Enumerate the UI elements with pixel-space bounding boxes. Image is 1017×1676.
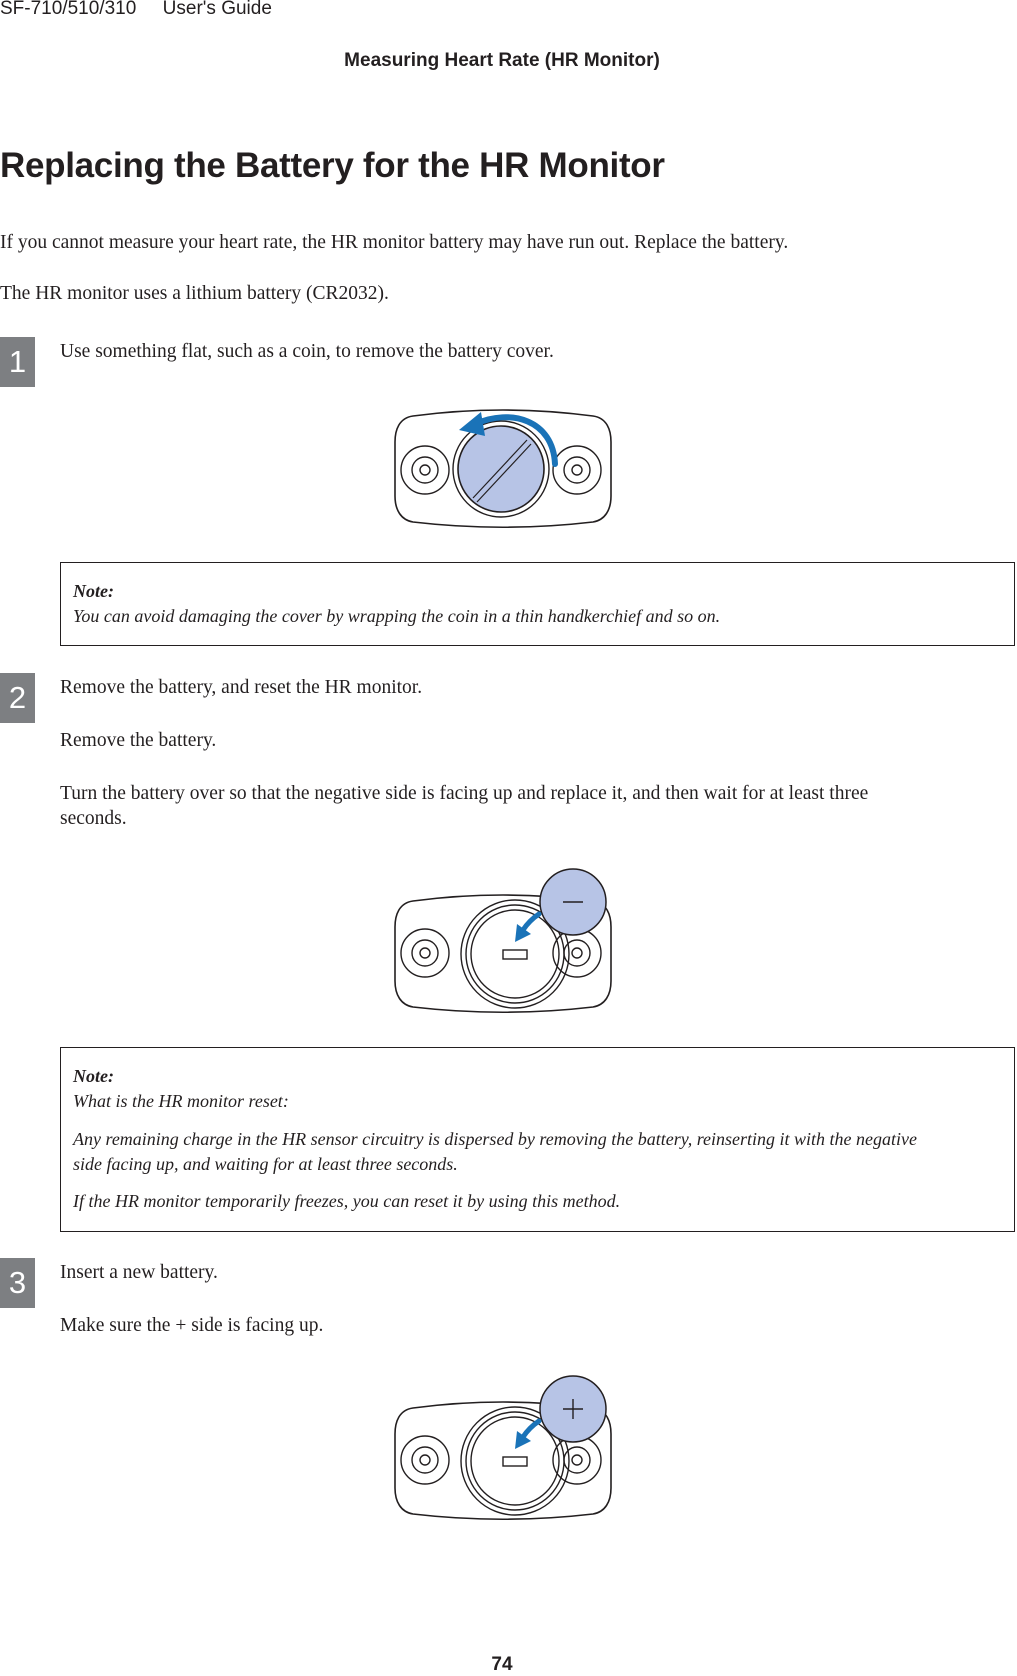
figure-reset-battery: [393, 866, 613, 1016]
battery-cover: [453, 421, 549, 517]
note-title: Note:: [73, 581, 114, 601]
positive-battery: [540, 1376, 606, 1442]
note-line: Any remaining charge in the HR sensor circuitry is dispersed by removing the battery, reinserting it with the negative: [73, 1129, 918, 1149]
step-3-sub-1: Make sure the + side is facing up.: [60, 1315, 324, 1336]
negative-battery: [540, 869, 606, 935]
doc-id: SF-710/510/310: [0, 0, 137, 19]
insert-arrow-icon: [515, 1421, 539, 1449]
note-box-1: [60, 562, 1015, 646]
step-2-sub-1: Remove the battery.: [60, 730, 217, 751]
figure-insert-battery: [393, 1373, 613, 1523]
intro-paragraph-2: The HR monitor uses a lithium battery (CR2032).: [0, 283, 389, 304]
note-line: What is the HR monitor reset:: [73, 1091, 289, 1111]
page-number: 74: [491, 1654, 513, 1675]
note-line: You can avoid damaging the cover by wrapping the coin in a thin handkerchief and so on.: [73, 606, 721, 626]
guide-name: User's Guide: [162, 0, 272, 19]
left-button: [401, 929, 449, 977]
note-line: If the HR monitor temporarily freezes, you can reset it by using this method.: [73, 1191, 621, 1211]
page-title: Replacing the Battery for the HR Monitor: [0, 146, 665, 185]
step-number-2: 2: [0, 673, 35, 723]
intro-paragraph-1: If you cannot measure your heart rate, the HR monitor battery may have run out. Replace the battery.: [0, 232, 789, 253]
left-button: [401, 446, 449, 494]
insert-arrow-icon: [515, 914, 539, 942]
step-2-sub-3: seconds.: [60, 808, 127, 829]
step-2-text: Remove the battery, and reset the HR monitor.: [60, 677, 423, 698]
left-button: [401, 1436, 449, 1484]
note-title: Note:: [73, 1066, 114, 1086]
step-1-text: Use something flat, such as a coin, to remove the battery cover.: [60, 341, 554, 362]
step-number-3: 3: [0, 1258, 35, 1308]
step-2-sub-2: Turn the battery over so that the negative side is facing up and replace it, and then wait for at least three: [60, 783, 869, 804]
note-box-2: [60, 1047, 1015, 1232]
figure-remove-cover: [393, 402, 613, 532]
right-button: [553, 446, 601, 494]
section-header: Measuring Heart Rate (HR Monitor): [344, 50, 660, 71]
step-number-1: 1: [0, 337, 35, 387]
note-line: side facing up, and waiting for at least three seconds.: [73, 1154, 458, 1174]
running-header: [0, 0, 272, 20]
step-3-text: Insert a new battery.: [60, 1262, 218, 1283]
